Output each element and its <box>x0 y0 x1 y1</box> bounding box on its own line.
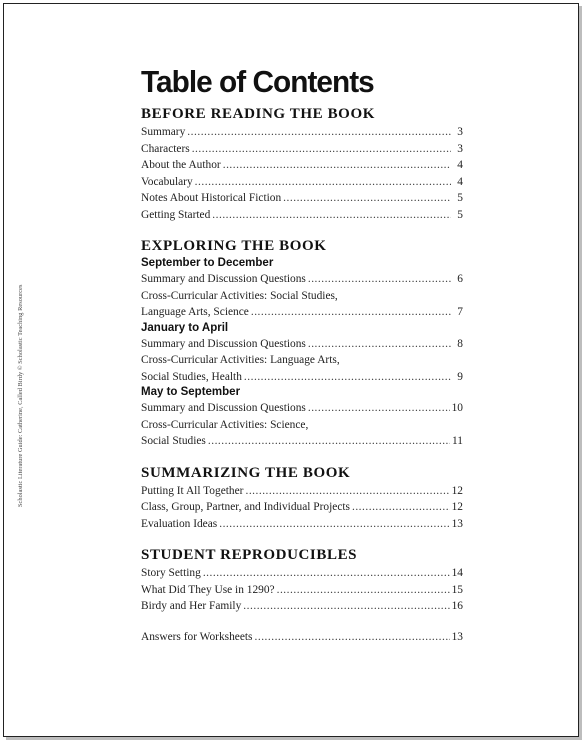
entry-label: Story Setting <box>141 567 201 579</box>
entry-page: 7 <box>457 306 463 318</box>
dot-leader <box>243 598 449 615</box>
entry-page: 4 <box>457 159 463 171</box>
entry-label: What Did They Use in 1290? <box>141 583 275 596</box>
dot-leader <box>223 157 451 174</box>
entry-label: Evaluation Ideas <box>141 517 218 530</box>
section-heading: BEFORE READING THE BOOK <box>141 106 375 122</box>
dot-leader <box>308 271 451 288</box>
entry-label: Getting Started <box>141 208 211 221</box>
entry-page: 15 <box>451 583 463 596</box>
entry-label: Class, Group, Partner, and Individual Projects <box>141 501 350 513</box>
section-summarizing <box>141 465 463 533</box>
dot-leader <box>244 369 451 386</box>
dot-leader <box>212 207 451 224</box>
dot-leader <box>277 582 450 599</box>
subheading-jan-apr: January to April <box>141 321 229 334</box>
section-reproducibles <box>141 547 463 615</box>
entry-label: Notes About Historical Fiction <box>141 192 282 204</box>
entry-page: 3 <box>457 142 463 155</box>
toc-entry-summary-questions <box>141 271 463 288</box>
dot-leader <box>308 336 451 353</box>
entry-label: Characters <box>141 142 190 155</box>
toc-entry-cross-curricular <box>141 433 463 450</box>
toc-entry-what-did-they-use <box>141 582 463 599</box>
entry-label: Summary <box>141 126 186 138</box>
entry-label: Language Arts, Science <box>141 306 249 318</box>
entry-page: 14 <box>451 567 463 579</box>
section-heading: SUMMARIZING THE BOOK <box>141 464 351 481</box>
section-before-reading <box>141 106 463 223</box>
toc-entry-putting-together <box>141 483 463 500</box>
entry-page: 11 <box>452 435 463 447</box>
entry-label: Vocabulary <box>141 175 193 188</box>
entry-label-line1: Cross-Curricular Activities: Science, <box>141 418 309 431</box>
dot-leader <box>251 304 451 321</box>
dot-leader <box>283 190 451 207</box>
dot-leader <box>192 141 451 158</box>
entry-page: 13 <box>451 517 463 530</box>
entry-page: 5 <box>457 208 463 221</box>
toc-entry-cross-curricular <box>141 304 463 321</box>
entry-label: Summary and Discussion Questions <box>141 273 306 285</box>
dot-leader <box>308 400 450 417</box>
entry-page: 10 <box>451 402 463 414</box>
entry-page: 3 <box>457 126 463 138</box>
section-heading: STUDENT REPRODUCIBLES <box>141 547 358 563</box>
entry-label: Answers for Worksheets <box>141 630 253 643</box>
dot-leader <box>219 516 449 533</box>
toc-entry-evaluation <box>141 516 463 533</box>
entry-label: About the Author <box>141 159 221 171</box>
side-credit: Scholastic Literature Guide: Catherine, Called Birdy © Scholastic Teaching Resources <box>17 284 24 507</box>
dot-leader <box>245 483 449 500</box>
entry-label: Social Studies <box>141 435 206 447</box>
dot-leader <box>187 124 451 141</box>
entry-label: Putting It All Together <box>141 484 244 497</box>
entry-label: Summary and Discussion Questions <box>141 402 306 414</box>
dot-leader <box>255 629 450 646</box>
entry-label-line1: Cross-Curricular Activities: Social Studies, <box>141 289 338 302</box>
subheading-may-sep: May to September <box>141 386 241 398</box>
toc-entry-story-setting <box>141 565 463 582</box>
entry-label: Social Studies, Health <box>141 370 242 383</box>
dot-leader <box>352 499 450 516</box>
entry-page: 13 <box>451 630 463 643</box>
toc-entry-summary-questions <box>141 336 463 353</box>
toc-entry-historical-fiction <box>141 190 463 207</box>
toc-entry-about-author <box>141 157 463 174</box>
toc-entry-birdy-family <box>141 598 463 615</box>
toc-entry-characters <box>141 141 463 158</box>
entry-label: Birdy and Her Family <box>141 600 242 612</box>
dot-leader <box>208 433 450 450</box>
entry-page: 12 <box>451 484 463 497</box>
dot-leader <box>195 174 451 191</box>
toc-entry-answers <box>141 629 463 646</box>
page-title: Table of Contents <box>141 64 374 99</box>
entry-label-line1: Cross-Curricular Activities: Language Arts, <box>141 354 340 366</box>
toc-entry-summary-questions <box>141 400 463 417</box>
entry-page: 5 <box>457 192 463 204</box>
toc-entry-cross-curricular <box>141 369 463 386</box>
entry-page: 4 <box>457 175 463 188</box>
toc-content <box>141 64 463 645</box>
subheading-sep-dec: September to December <box>141 257 274 269</box>
entry-label: Summary and Discussion Questions <box>141 337 306 350</box>
section-exploring <box>141 238 463 450</box>
toc-entry-getting-started <box>141 207 463 224</box>
entry-page: 12 <box>451 501 463 513</box>
entry-page: 6 <box>457 273 463 285</box>
entry-page: 16 <box>451 600 463 612</box>
toc-entry-summary <box>141 124 463 141</box>
dot-leader <box>203 565 450 582</box>
entry-page: 8 <box>457 337 463 350</box>
toc-entry-projects <box>141 499 463 516</box>
toc-entry-vocabulary <box>141 174 463 191</box>
entry-page: 9 <box>457 370 463 383</box>
section-heading: EXPLORING THE BOOK <box>141 238 327 254</box>
